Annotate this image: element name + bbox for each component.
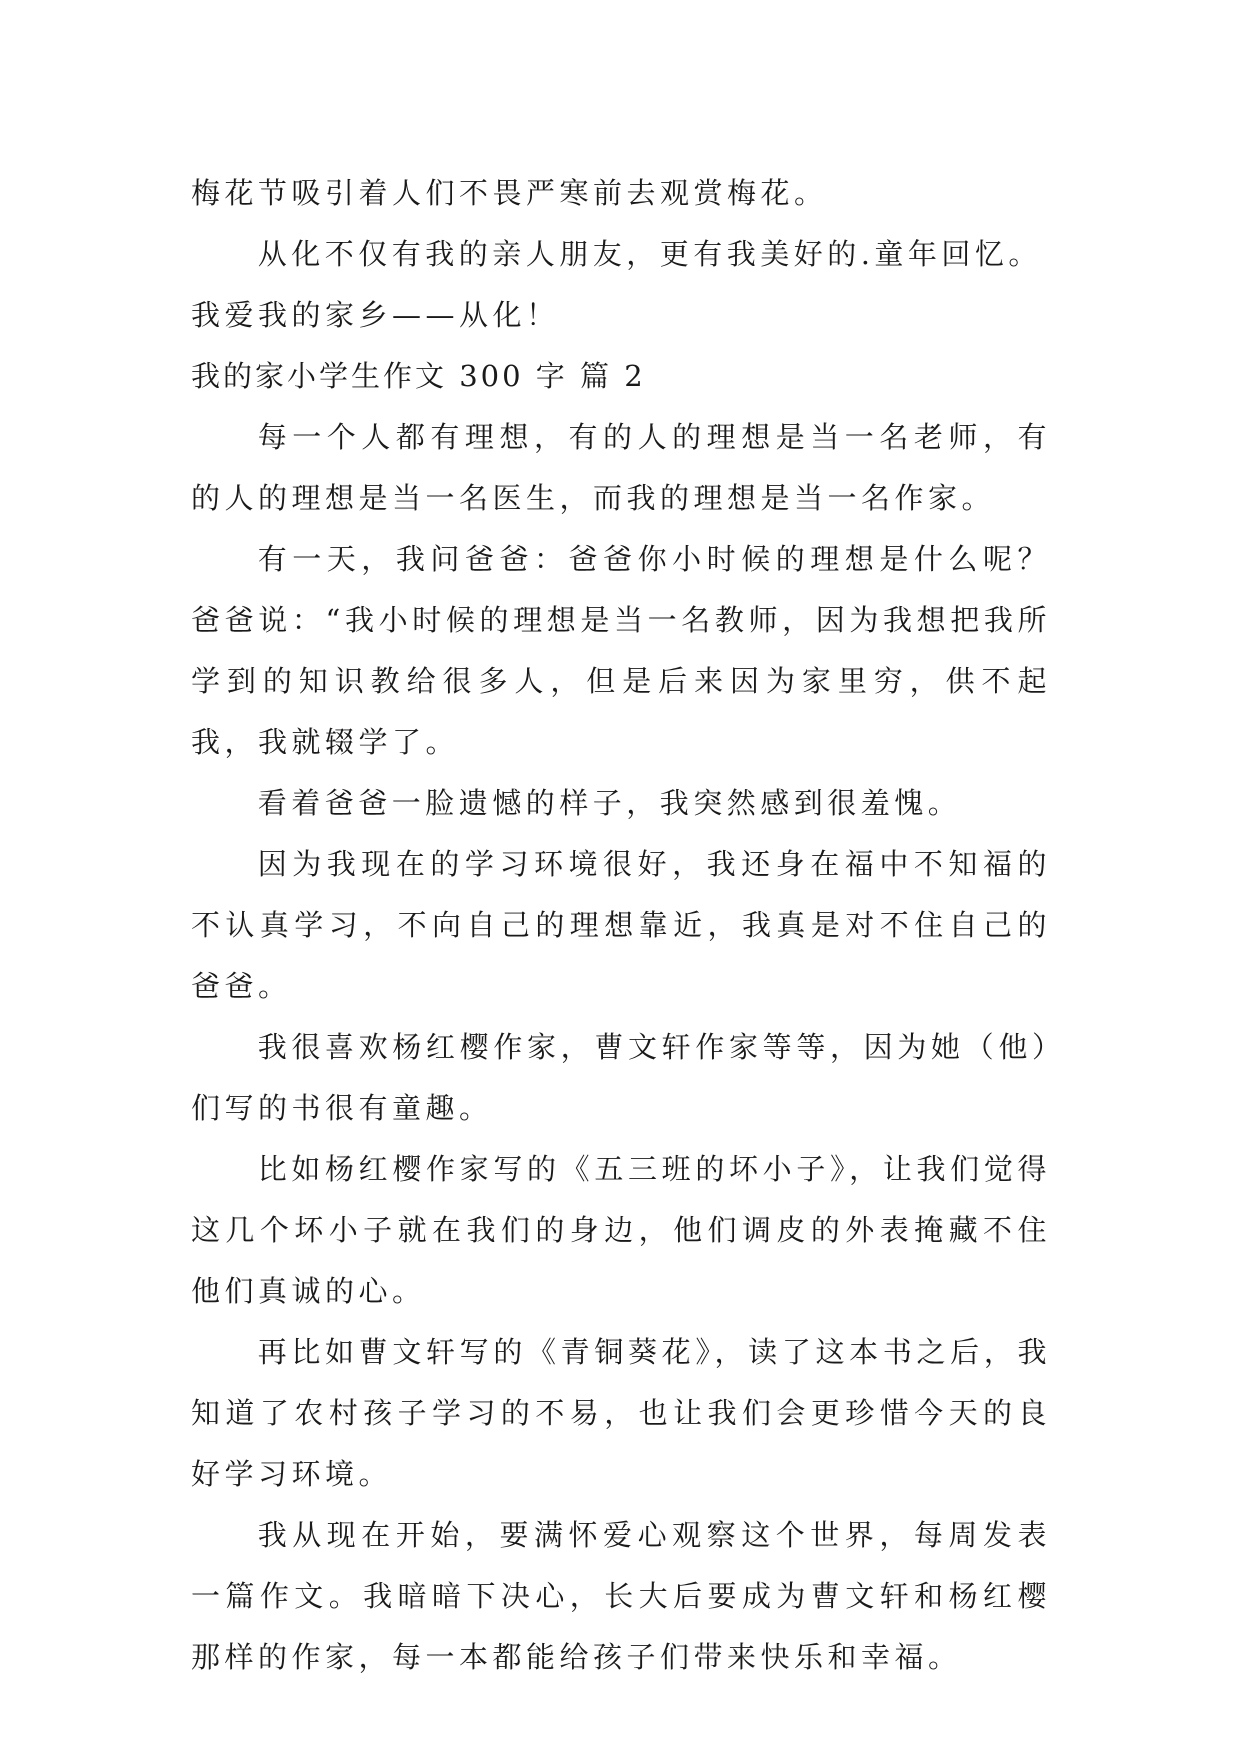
paragraph-3: 我爱我的家乡——从化！ bbox=[191, 298, 560, 332]
paragraph-9: 我很喜欢杨红樱作家，曹文轩作家等等，因为她（他）们写的书很有童趣。 bbox=[191, 1030, 1051, 1125]
paragraph-2: 从化不仅有我的亲人朋友，更有我美好的.童年回忆。 bbox=[257, 237, 1042, 271]
paragraph-6: 有一天，我问爸爸：爸爸你小时候的理想是什么呢？爸爸说：“我小时候的理想是当一名教师，因为我想把我所学到的知识教给很多人，但是后来因为家里穷，供不起我，我就辍学了。 bbox=[191, 542, 1051, 759]
paragraph-8: 因为我现在的学习环境很好，我还身在福中不知福的不认真学习，不向自己的理想靠近，我真是对不住自己的爸爸。 bbox=[191, 847, 1051, 1003]
document-body bbox=[191, 163, 1051, 1688]
paragraph-1: 梅花节吸引着人们不畏严寒前去观赏梅花。 bbox=[191, 176, 828, 210]
paragraph-7: 看着爸爸一脸遗憾的样子，我突然感到很羞愧。 bbox=[257, 786, 962, 820]
section-heading: 我的家小学生作文 300 字 篇 2 bbox=[191, 359, 646, 393]
paragraph-12: 我从现在开始，要满怀爱心观察这个世界，每周发表一篇作文。我暗暗下决心，长大后要成为曹文轩和杨红樱那样的作家，每一本都能给孩子们带来快乐和幸福。 bbox=[191, 1518, 1051, 1674]
paragraph-10: 比如杨红樱作家写的《五三班的坏小子》，让我们觉得这几个坏小子就在我们的身边，他们调皮的外表掩藏不住他们真诚的心。 bbox=[191, 1152, 1051, 1308]
paragraph-11: 再比如曹文轩写的《青铜葵花》，读了这本书之后，我知道了农村孩子学习的不易，也让我们会更珍惜今天的良好学习环境。 bbox=[191, 1335, 1051, 1491]
paragraph-5: 每一个人都有理想，有的人的理想是当一名老师，有的人的理想是当一名医生，而我的理想是当一名作家。 bbox=[191, 420, 1051, 515]
